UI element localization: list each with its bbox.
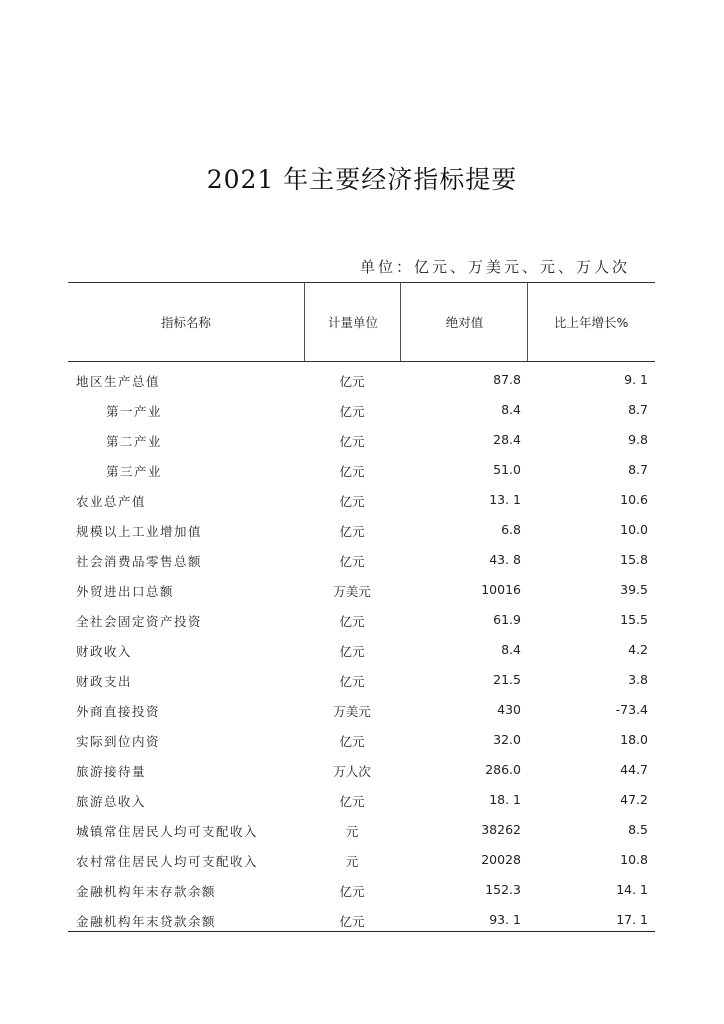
row-indicator-name: 城镇常住居民人均可支配收入 — [76, 824, 259, 839]
table-header — [68, 282, 655, 362]
row-growth: 18.0 — [620, 732, 648, 747]
row-growth: 10.8 — [620, 852, 648, 867]
row-value: 32.0 — [493, 732, 521, 747]
row-value: 51.0 — [493, 462, 521, 477]
row-indicator-name: 外贸进出口总额 — [76, 584, 175, 599]
row-value: 38262 — [481, 822, 521, 837]
row-value: 286.0 — [485, 762, 521, 777]
row-unit: 亿元 — [339, 434, 365, 449]
row-indicator-name: 第三产业 — [106, 464, 163, 479]
row-growth: 8.7 — [628, 462, 648, 477]
table-row — [68, 575, 655, 605]
page-title: 2021 年主要经济指标提要 — [206, 165, 518, 194]
row-indicator-name: 地区生产总值 — [76, 374, 161, 389]
row-growth: 44.7 — [620, 762, 648, 777]
table-row — [68, 875, 655, 905]
header-unit: 计量单位 — [304, 283, 401, 361]
table-row — [68, 905, 655, 929]
row-indicator-name: 财政收入 — [76, 644, 133, 659]
row-unit: 亿元 — [339, 404, 365, 419]
unit-note: 单位：亿元、万美元、元、万人次 — [359, 258, 630, 276]
row-value: 87.8 — [493, 372, 521, 387]
row-indicator-name: 金融机构年末贷款余额 — [76, 914, 217, 929]
row-unit: 亿元 — [339, 494, 365, 509]
table-row — [68, 545, 655, 575]
row-growth: 17. 1 — [616, 912, 648, 927]
row-indicator-name: 规模以上工业增加值 — [76, 524, 203, 539]
header-indicator-name: 指标名称 — [160, 315, 211, 330]
row-growth: 15.8 — [620, 552, 648, 567]
table-row — [68, 755, 655, 785]
row-unit: 亿元 — [339, 524, 365, 539]
row-value: 20028 — [481, 852, 521, 867]
row-unit: 亿元 — [339, 674, 365, 689]
row-unit: 万美元 — [333, 584, 371, 599]
row-value: 8.4 — [501, 642, 521, 657]
row-value: 152.3 — [485, 882, 521, 897]
row-value: 18. 1 — [489, 792, 521, 807]
row-unit: 亿元 — [339, 644, 365, 659]
row-value: 430 — [497, 702, 521, 717]
table-row — [68, 725, 655, 755]
row-unit: 亿元 — [339, 614, 365, 629]
row-indicator-name: 农村常住居民人均可支配收入 — [76, 854, 259, 869]
header-growth: 比上年增长% — [527, 283, 655, 361]
row-indicator-name: 旅游总收入 — [76, 794, 147, 809]
row-growth: 14. 1 — [616, 882, 648, 897]
row-indicator-name: 农业总产值 — [76, 494, 147, 509]
table-row — [68, 635, 655, 665]
row-growth: 8.5 — [628, 822, 648, 837]
row-unit: 亿元 — [339, 884, 365, 899]
row-growth: -73.4 — [615, 702, 648, 717]
indicator-table — [68, 282, 655, 932]
table-row — [68, 515, 655, 545]
table-row — [68, 785, 655, 815]
row-growth: 9. 1 — [624, 372, 648, 387]
row-indicator-name: 实际到位内资 — [76, 734, 161, 749]
table-row — [68, 485, 655, 515]
row-indicator-name: 第二产业 — [106, 434, 163, 449]
row-unit: 万人次 — [333, 764, 371, 779]
row-value: 13. 1 — [489, 492, 521, 507]
table-row — [68, 695, 655, 725]
row-unit: 亿元 — [339, 794, 365, 809]
row-unit: 亿元 — [339, 374, 365, 389]
row-growth: 8.7 — [628, 402, 648, 417]
row-value: 6.8 — [501, 522, 521, 537]
row-value: 10016 — [481, 582, 521, 597]
row-unit: 亿元 — [339, 464, 365, 479]
row-growth: 9.8 — [628, 432, 648, 447]
row-growth: 39.5 — [620, 582, 648, 597]
table-row — [68, 605, 655, 635]
row-unit: 亿元 — [339, 554, 365, 569]
table-body — [68, 362, 655, 929]
row-indicator-name: 财政支出 — [76, 674, 133, 689]
row-unit: 亿元 — [339, 734, 365, 749]
row-indicator-name: 全社会固定资产投资 — [76, 614, 203, 629]
row-indicator-name: 外商直接投资 — [76, 704, 161, 719]
table-row — [68, 365, 655, 395]
table-row — [68, 815, 655, 845]
row-value: 8.4 — [501, 402, 521, 417]
row-indicator-name: 旅游接待量 — [76, 764, 147, 779]
row-unit: 元 — [345, 824, 359, 839]
row-value: 43. 8 — [489, 552, 521, 567]
row-value: 28.4 — [493, 432, 521, 447]
row-value: 21.5 — [493, 672, 521, 687]
row-unit: 亿元 — [339, 914, 365, 929]
table-row — [68, 455, 655, 485]
row-unit: 万美元 — [333, 704, 371, 719]
row-growth: 3.8 — [628, 672, 648, 687]
table-row — [68, 845, 655, 875]
row-value: 93. 1 — [489, 912, 521, 927]
row-growth: 10.0 — [620, 522, 648, 537]
row-indicator-name: 金融机构年末存款余额 — [76, 884, 217, 899]
row-value: 61.9 — [493, 612, 521, 627]
header-value: 绝对值 — [400, 283, 528, 361]
row-indicator-name: 第一产业 — [106, 404, 163, 419]
table-bottom-rule — [68, 931, 655, 932]
table-row — [68, 395, 655, 425]
table-row — [68, 665, 655, 695]
row-growth: 4.2 — [628, 642, 648, 657]
row-growth: 47.2 — [620, 792, 648, 807]
row-indicator-name: 社会消费品零售总额 — [76, 554, 203, 569]
row-growth: 15.5 — [620, 612, 648, 627]
row-unit: 元 — [345, 854, 359, 869]
table-row — [68, 425, 655, 455]
row-growth: 10.6 — [620, 492, 648, 507]
